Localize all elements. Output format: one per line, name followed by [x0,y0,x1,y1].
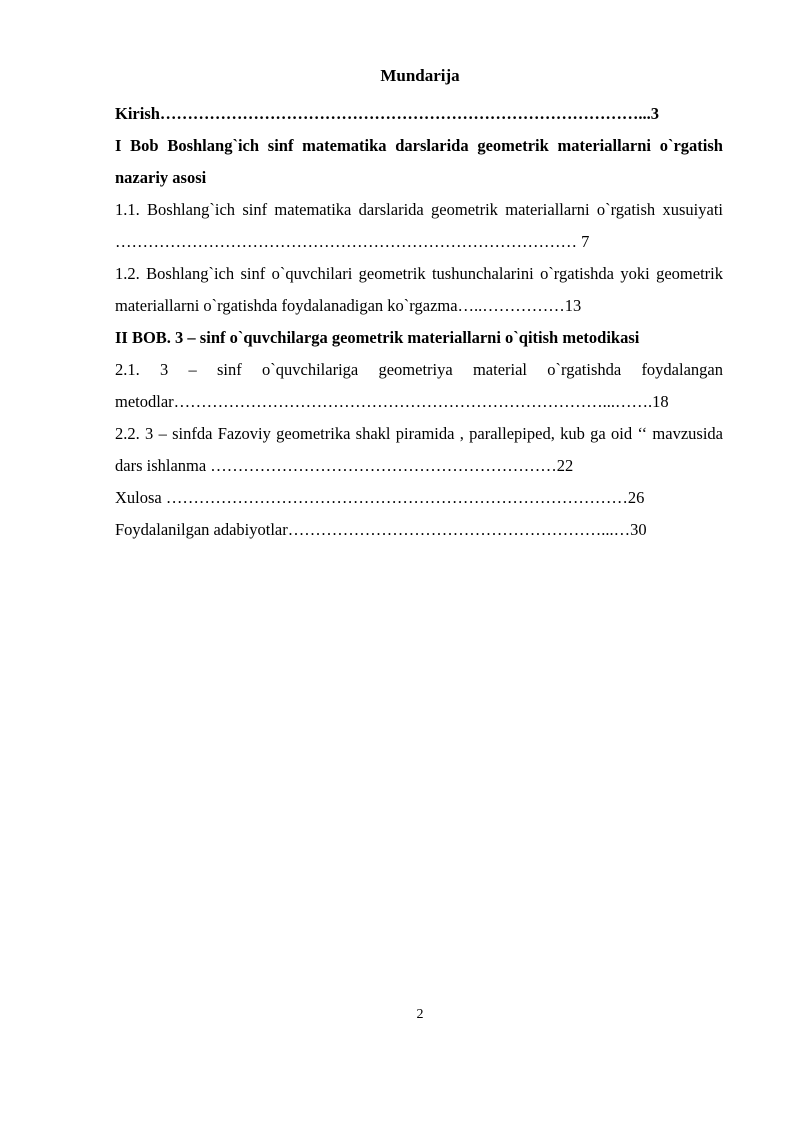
toc-section-2-2: 2.2. 3 – sinfda Fazoviy geometrika shakl piramida , parallepiped, kub ga oid ‘‘ mavzusida dars ishlanma ………………………………………………………22 [115,424,723,475]
toc-entry-xulosa: Xulosa …………………………………………………………………………26 [115,488,645,507]
page-number: 2 [416,1007,424,1022]
page-title: Mundarija [380,66,460,85]
toc-chapter-1: I Bob Boshlang`ich sinf matematika darslarida geometrik materiallarni o`rgatish nazariy asosi [115,136,723,187]
toc-section-1-1: 1.1. Boshlang`ich sinf matematika darslarida geometrik materiallarni o`rgatish xusuiyati ………………………………………………………………………… 7 [115,200,723,251]
toc-entry-kirish: Kirish……………………………………………………………………………...3 [115,104,660,123]
toc-entry-bibliography: Foydalanilgan adabiyotlar…………………………………………………...…30 [115,520,647,539]
toc-section-1-2: 1.2. Boshlang`ich sinf o`quvchilari geometrik tushunchalarini o`rgatishda yoki geometrik materiallarni o`rgatishda foydalanadigan ko`rgazma…..……………13 [115,264,723,315]
table-of-contents [115,98,723,546]
toc-section-2-1: 2.1. 3 – sinf o`quvchilariga geometriya material o`rgatishda foydalangan metodlar……………………………………………………………………...…….18 [115,360,723,411]
toc-chapter-2: II BOB. 3 – sinf o`quvchilarga geometrik materiallarni o`qitish metodikasi [115,328,640,347]
